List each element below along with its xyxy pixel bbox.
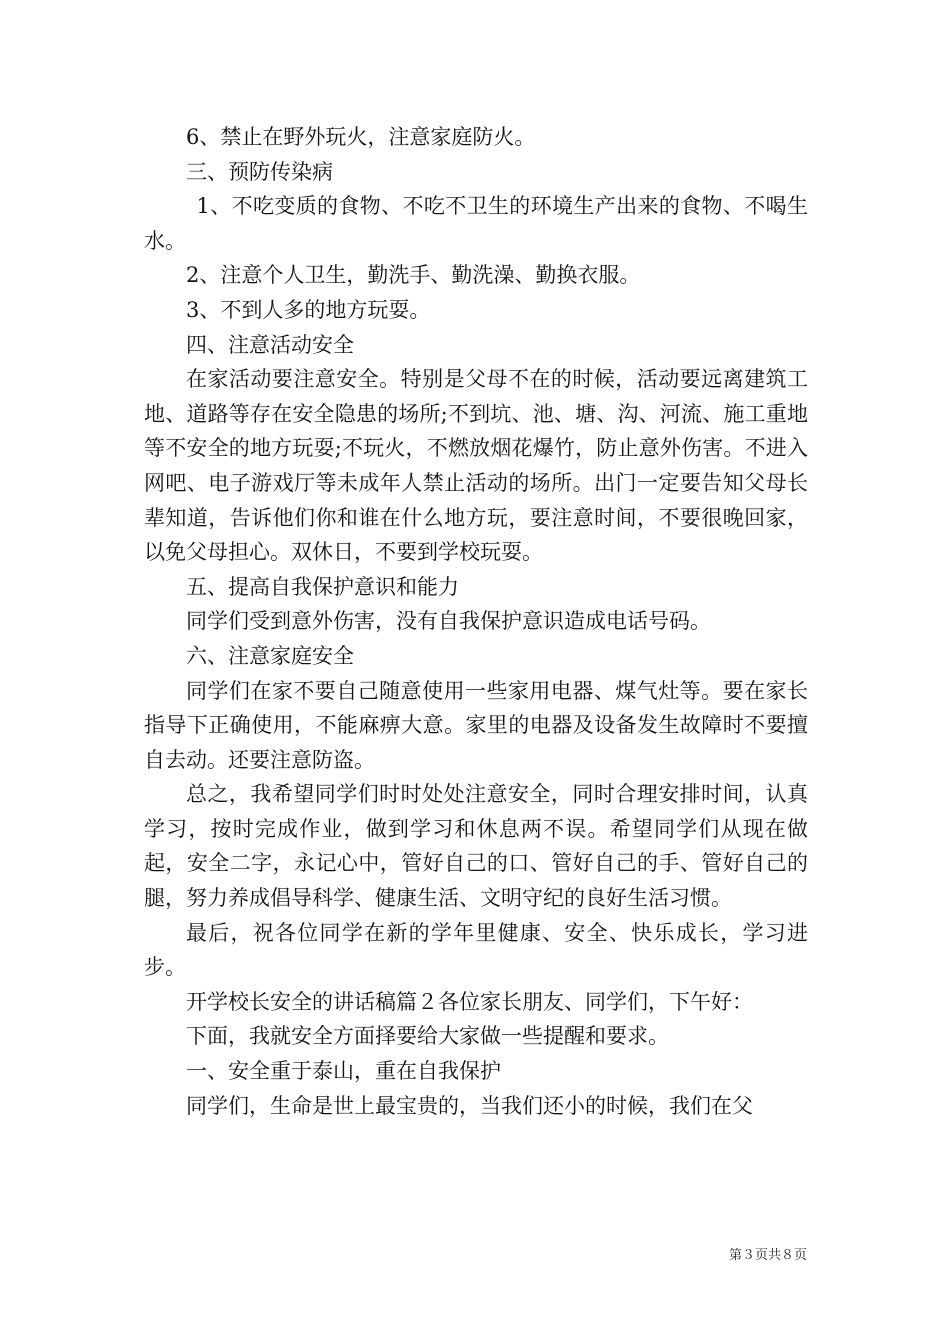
paragraph: 下面，我就安全方面择要给大家做一些提醒和要求。 [186,1024,669,1049]
paragraph: 3、不到人多的地方玩耍。 [186,297,431,322]
paragraph: 在家活动要注意安全。特别是父母不在的时候，活动要远离建筑工地、道路等存在安全隐患的场所;不到坑、池、塘、沟、河流、施工重地等不安全的地方玩耍;不玩火，不燃放烟花爆竹，防止意外伤害。不进入网吧、电子游戏厅等未成年人禁止活动的场所。出门一定要告知父母长辈知道，告诉他们你和谁在什么地方玩，要注意时间，不要很晚回家，以免父母担心。双休日，不要到学校玩耍。 [144,367,808,565]
paragraph: 2、注意个人卫生，勤洗手、勤洗澡、勤换衣服。 [186,263,641,288]
page-number: 第３页共８页 [728,1248,807,1263]
paragraph: 开学校长安全的讲话稿篇２各位家长朋友、同学们，下午好： [186,989,753,1014]
section-heading: 一、安全重于泰山，重在自我保护 [186,1059,501,1084]
paragraph: 同学们受到意外伤害，没有自我保护意识造成电话号码。 [186,609,711,634]
section-heading: 三、预防传染病 [186,159,333,184]
paragraph: 同学们在家不要自己随意使用一些家用电器、煤气灶等。要在家长指导下正确使用，不能麻痹大意。家里的电器及设备发生故障时不要擅自去动。还要注意防盗。 [144,678,808,772]
section-heading: 五、提高自我保护意识和能力 [186,574,459,599]
section-heading: 四、注意活动安全 [186,332,354,357]
document-body [144,120,808,1123]
section-heading: 六、注意家庭安全 [186,643,354,668]
paragraph: 1、不吃变质的食物、不吃不卫生的环境生产出来的食物、不喝生水。 [144,194,808,253]
paragraph: 最后，祝各位同学在新的学年里健康、安全、快乐成长，学习进步。 [144,920,808,980]
paragraph: 总之，我希望同学们时时处处注意安全，同时合理安排时间，认真学习，按时完成作业，做到学习和休息两不误。希望同学们从现在做起，安全二字，永记心中，管好自己的口、管好自己的手、管好自己的腿，努力养成倡导科学、健康生活、文明守纪的良好生活习惯。 [144,782,808,911]
paragraph: 6、禁止在野外玩火，注意家庭防火。 [186,125,536,149]
paragraph: 同学们，生命是世上最宝贵的，当我们还小的时候，我们在父 [186,1093,753,1118]
